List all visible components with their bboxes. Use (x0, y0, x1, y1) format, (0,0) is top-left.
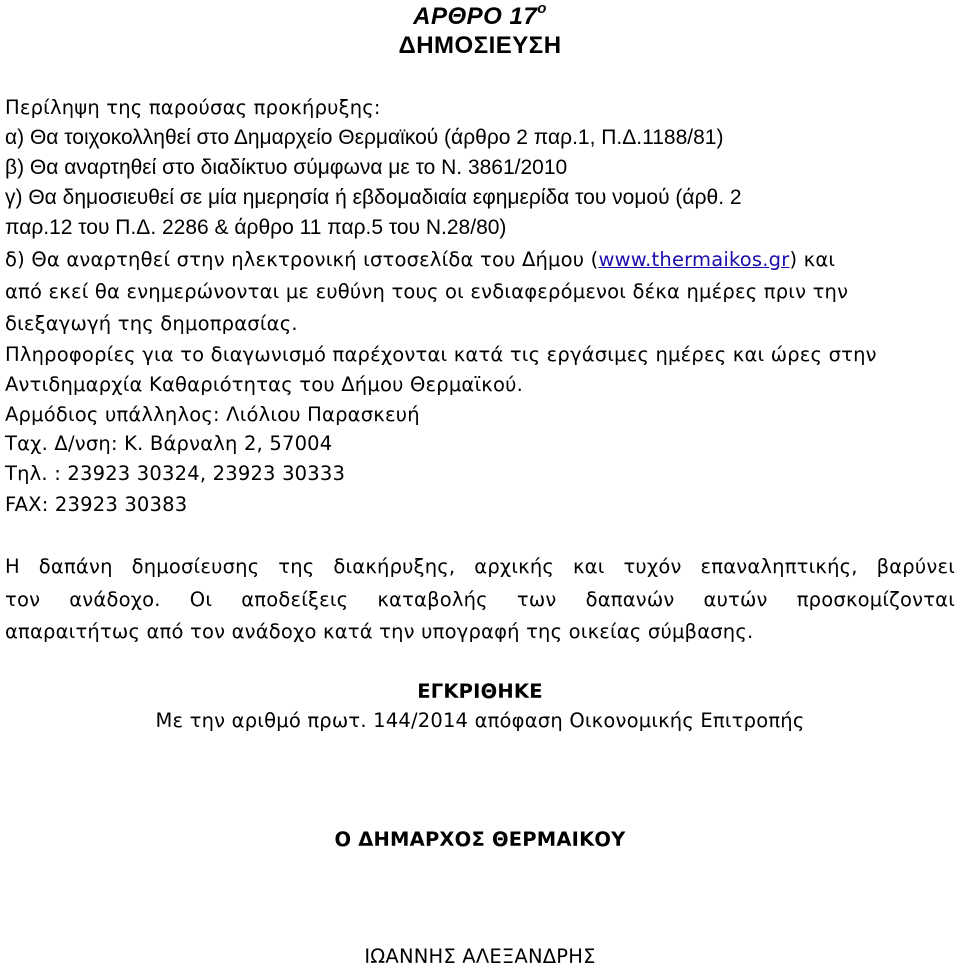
article-number: ΑΡΘΡΟ 17 (413, 3, 538, 30)
cost-line1: Η δαπάνη δημοσίευσης της διακήρυξης, αρχικής και τυχόν επαναληπτικής, βαρύνει (5, 555, 955, 578)
summary-item-d-line1 (5, 245, 835, 275)
summary-intro: Περίληψη της παρούσας προκήρυξης: (5, 96, 381, 119)
article-heading (0, 2, 960, 31)
article-ordinal-sup: ο (537, 0, 547, 17)
info-line2: Αντιδημαρχία Καθαριότητας του Δήμου Θερμαϊκού. (5, 373, 523, 396)
signatory-role: Ο ΔΗΜΑΡΧΟΣ ΘΕΡΜΑΙΚΟΥ (334, 828, 626, 851)
summary-item-d-line3: διεξαγωγή της δημοπρασίας. (5, 312, 298, 335)
summary-item-b: β) Θα αναρτηθεί στο διαδίκτυο σύμφωνα με το Ν. 3861/2010 (5, 156, 568, 179)
signatory-name: ΙΩΑΝΝΗΣ ΑΛΕΞΑΝΔΡΗΣ (364, 945, 596, 968)
summary-item-a: α) Θα τοιχοκολληθεί στο Δημαρχείο Θερμαϊκού (άρθρο 2 παρ.1, Π.Δ.1188/81) (5, 126, 724, 149)
fax-line: FAX: 23923 30383 (5, 493, 188, 516)
cost-line3: απαραιτήτως από τον ανάδοχο κατά την υπογραφή της οικείας σύμβασης. (5, 620, 754, 643)
cost-line2: τον ανάδοχο. Οι αποδείξεις καταβολής των δαπανών αυτών προσκομίζονται (5, 588, 955, 611)
summary-item-d-line2: από εκεί θα ενημερώνονται με ευθύνη τους οι ενδιαφερόμενοι δέκα ημέρες πριν την (5, 280, 849, 303)
info-line1: Πληροφορίες για το διαγωνισμό παρέχονται κατά τις εργάσιμες ημέρες και ώρες στην (5, 343, 877, 366)
summary-item-c-line2: παρ.12 του Π.Δ. 2286 & άρθρο 11 παρ.5 του Ν.28/80) (5, 216, 507, 239)
address-line: Ταχ. Δ/νση: Κ. Βάρναλη 2, 57004 (5, 432, 333, 455)
approval-title: ΕΓΚΡΙΘΗΚΕ (417, 680, 543, 703)
approval-text: Με την αριθμό πρωτ. 144/2014 απόφαση Οικονομικής Επιτροπής (155, 709, 805, 732)
officer-line: Αρμόδιος υπάλληλος: Λιόλιου Παρασκευή (5, 403, 420, 426)
summary-item-d-prefix: δ) Θα αναρτηθεί στην ηλεκτρονική ιστοσελίδα του Δήμου ( (5, 248, 599, 271)
summary-item-d-suffix: ) και (789, 248, 836, 271)
phone-line: Τηλ. : 23923 30324, 23923 30333 (5, 462, 346, 485)
section-title: ΔΗΜΟΣΙΕΥΣΗ (398, 32, 562, 59)
summary-item-c-line1: γ) Θα δημοσιευθεί σε μία ημερησία ή εβδομαδιαία εφημερίδα του νομού (άρθ. 2 (5, 186, 742, 209)
website-link[interactable]: www.thermaikos.gr (598, 248, 790, 271)
